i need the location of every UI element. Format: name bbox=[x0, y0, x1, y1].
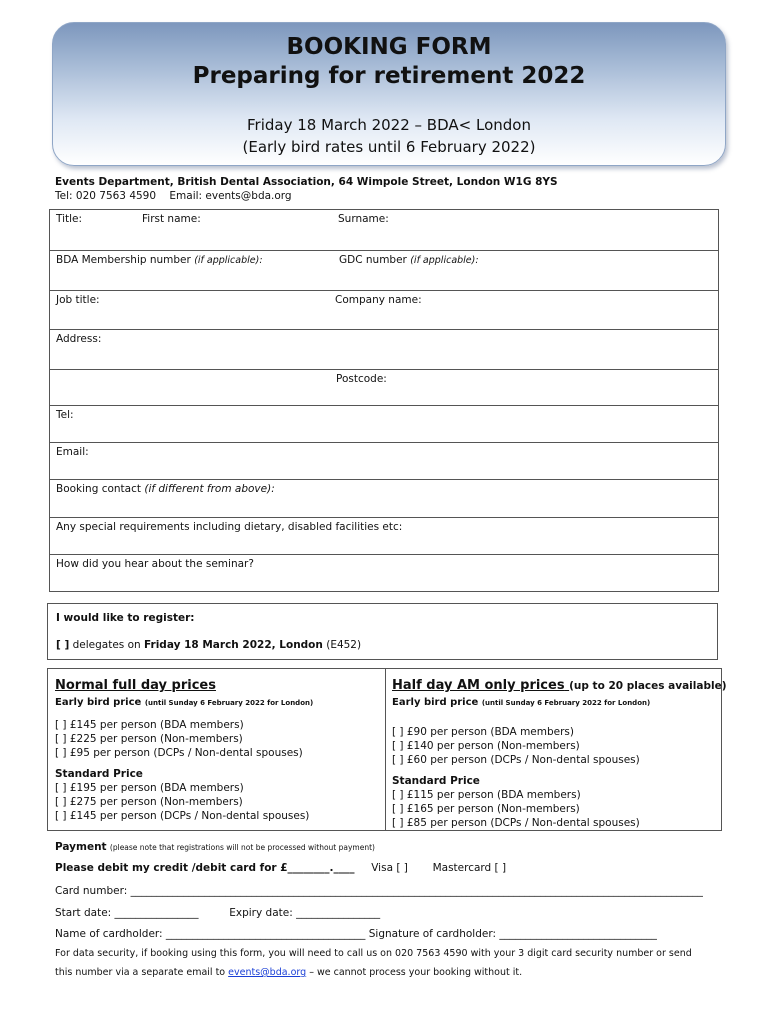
form-title: BOOKING FORM bbox=[286, 34, 492, 60]
half-day-standard-option-1[interactable]: [ ] £115 per person (BDA members) bbox=[392, 789, 581, 801]
events-email-link[interactable]: events@bda.org bbox=[228, 967, 307, 978]
register-event: Friday 18 March 2022, London bbox=[144, 639, 323, 651]
tel-row[interactable] bbox=[50, 406, 718, 443]
full-day-early-option-1[interactable]: [ ] £145 per person (BDA members) bbox=[55, 719, 244, 731]
register-heading: I would like to register: bbox=[56, 612, 195, 624]
start-date-field[interactable]: Start date: ________________ bbox=[55, 907, 199, 919]
membership-row[interactable] bbox=[50, 251, 718, 291]
contact-tel: Tel: 020 7563 4590 bbox=[55, 190, 157, 202]
job-title-label: Job title: bbox=[56, 294, 100, 306]
contact-details bbox=[55, 190, 292, 202]
half-day-title: Half day AM only prices (up to 20 places available) bbox=[392, 678, 727, 693]
surname-label: Surname: bbox=[338, 213, 389, 225]
half-day-standard-option-2[interactable]: [ ] £165 per person (Non-members) bbox=[392, 803, 580, 815]
register-code: (E452) bbox=[326, 639, 362, 651]
half-day-standard-label: Standard Price bbox=[392, 775, 480, 787]
cardholder-name-field[interactable]: Name of cardholder: ______________________________________ bbox=[55, 928, 366, 940]
full-day-title: Normal full day prices bbox=[55, 678, 216, 693]
email-row[interactable] bbox=[50, 443, 718, 480]
mastercard-checkbox[interactable]: Mastercard [ ] bbox=[432, 862, 507, 874]
debit-line bbox=[55, 862, 506, 874]
signature-field[interactable]: Signature of cardholder: ______________________________ bbox=[368, 928, 657, 940]
half-day-early-option-1[interactable]: [ ] £90 per person (BDA members) bbox=[392, 726, 575, 738]
prices-divider bbox=[385, 669, 386, 830]
half-day-early-option-3[interactable]: [ ] £60 per person (DCPs / Non-dental spouses) bbox=[392, 754, 640, 766]
gdc-number-label: GDC number (if applicable): bbox=[339, 254, 479, 266]
bda-membership-label: BDA Membership number (if applicable): bbox=[56, 254, 263, 266]
tel-label: Tel: bbox=[56, 409, 74, 421]
half-day-early-option-2[interactable]: [ ] £140 per person (Non-members) bbox=[392, 740, 580, 752]
delegates-checkbox[interactable]: [ ] bbox=[56, 639, 70, 651]
booking-contact-row[interactable] bbox=[50, 480, 718, 518]
half-day-standard-option-3[interactable]: [ ] £85 per person (DCPs / Non-dental spouses) bbox=[392, 817, 640, 829]
card-number-field[interactable]: Card number: _____________________________________________________________________________________________________________ bbox=[55, 885, 703, 897]
special-requirements-row[interactable] bbox=[50, 518, 718, 555]
full-day-standard-option-2[interactable]: [ ] £275 per person (Non-members) bbox=[55, 796, 243, 808]
header-banner bbox=[52, 22, 726, 166]
contact-address: Events Department, British Dental Association, 64 Wimpole Street, London W1G 8YS bbox=[55, 176, 558, 188]
title-label: Title: bbox=[56, 213, 83, 225]
security-note-line1: For data security, if booking using this form, you will need to call us on 020 7563 4590 with your 3 digit card security number or send bbox=[55, 948, 692, 959]
dates-line bbox=[55, 907, 380, 919]
register-box bbox=[47, 603, 718, 660]
visa-checkbox[interactable]: Visa [ ] bbox=[371, 862, 408, 874]
job-row[interactable] bbox=[50, 291, 718, 330]
full-day-standard-label: Standard Price bbox=[55, 768, 143, 780]
postcode-row[interactable] bbox=[50, 370, 718, 406]
prices-table bbox=[47, 668, 727, 831]
first-name-label: First name: bbox=[142, 213, 201, 225]
special-requirements-label: Any special requirements including dietary, disabled facilities etc: bbox=[56, 521, 403, 533]
address-label: Address: bbox=[56, 333, 102, 345]
company-name-label: Company name: bbox=[335, 294, 422, 306]
event-date: Friday 18 March 2022 – BDA< London bbox=[247, 116, 531, 134]
early-bird-note: (Early bird rates until 6 February 2022) bbox=[242, 138, 536, 156]
postcode-label: Postcode: bbox=[336, 373, 387, 385]
contact-email: Email: events@bda.org bbox=[169, 190, 292, 202]
address-row[interactable] bbox=[50, 330, 718, 370]
how-heard-row[interactable] bbox=[50, 555, 718, 592]
delegates-on-text: delegates on bbox=[72, 639, 141, 651]
full-day-standard-option-1[interactable]: [ ] £195 per person (BDA members) bbox=[55, 782, 244, 794]
booking-contact-label: Booking contact (if different from above): bbox=[56, 483, 275, 495]
how-heard-label: How did you hear about the seminar? bbox=[56, 558, 254, 570]
full-day-early-label: Early bird price (until Sunday 6 February 2022 for London) bbox=[55, 697, 314, 708]
personal-details-table bbox=[49, 209, 719, 592]
full-day-early-option-2[interactable]: [ ] £225 per person (Non-members) bbox=[55, 733, 243, 745]
cardholder-line bbox=[55, 928, 657, 940]
full-day-standard-option-3[interactable]: [ ] £145 per person (DCPs / Non-dental spouses) bbox=[55, 810, 310, 822]
full-day-early-option-3[interactable]: [ ] £95 per person (DCPs / Non-dental spouses) bbox=[55, 747, 303, 759]
payment-heading: Payment (please note that registrations will not be processed without payment) bbox=[55, 841, 375, 853]
event-title: Preparing for retirement 2022 bbox=[192, 63, 586, 89]
register-line bbox=[56, 639, 361, 651]
half-day-early-label: Early bird price (until Sunday 6 February 2022 for London) bbox=[392, 697, 651, 708]
security-note-line2: this number via a separate email to events@bda.org – we cannot process your booking without it. bbox=[55, 967, 523, 978]
expiry-date-field[interactable]: Expiry date: ________________ bbox=[229, 907, 381, 919]
email-label: Email: bbox=[56, 446, 89, 458]
name-row[interactable] bbox=[50, 210, 718, 251]
debit-amount-field[interactable]: Please debit my credit /debit card for £________.____ bbox=[55, 862, 355, 874]
